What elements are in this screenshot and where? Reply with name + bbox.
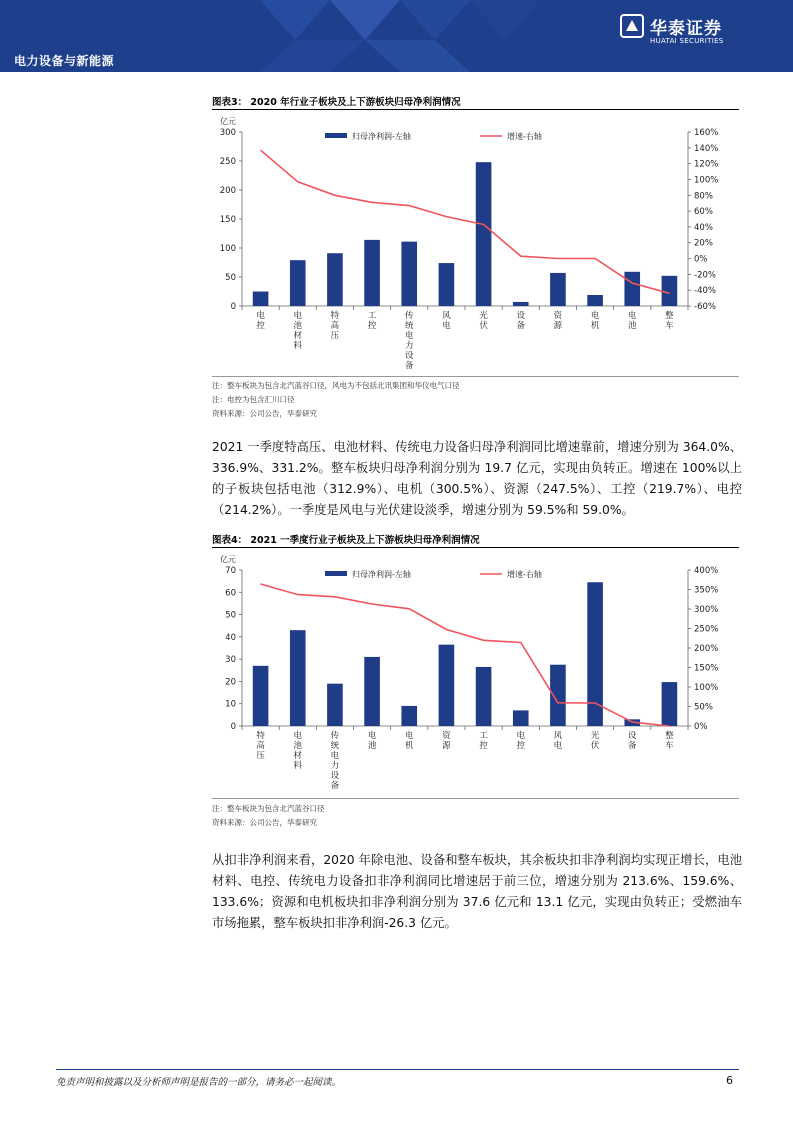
x-axis-tick-label: 电机: [404, 731, 414, 751]
bar: [253, 666, 269, 726]
right-axis-tick-label: 300%: [694, 605, 719, 615]
right-axis-tick-label: 140%: [694, 143, 719, 154]
logo-name-cn: 华泰证券: [650, 19, 722, 39]
left-axis-tick-label: 60: [225, 588, 236, 599]
logo-mark-icon: [620, 14, 644, 38]
legend-bar-label: 归母净利润-左轴: [352, 570, 411, 579]
x-axis-tick-label: 电池材料: [293, 731, 303, 771]
figure3-note: 注：整车板块为包含北汽蓝谷口径，风电为不包括北讯集团和华仪电气口径: [212, 381, 460, 390]
left-axis-tick-label: 50: [225, 610, 236, 621]
right-axis-tick-label: 0%: [694, 254, 708, 265]
x-axis-tick-label: 整车: [665, 311, 674, 331]
x-axis-tick-label: 风电: [442, 311, 451, 331]
left-axis-tick-label: 200: [219, 186, 236, 196]
legend-line-label: 增速-右轴: [507, 132, 542, 141]
bar: [662, 682, 678, 726]
legend-line-label: 增速-右轴: [507, 570, 542, 579]
x-axis-tick-label: 光伏: [590, 731, 600, 751]
figure4-top-rule: [212, 547, 739, 548]
left-axis-tick-label: 0: [230, 302, 236, 312]
y-axis-unit: 亿元: [220, 555, 236, 564]
x-axis-tick-label: 设备: [627, 731, 637, 751]
right-axis-tick-label: 250%: [694, 624, 719, 635]
growth-line: [261, 584, 670, 726]
footer-rule: [56, 1069, 739, 1070]
x-axis-tick-label: 电控: [256, 311, 265, 331]
right-axis-tick-label: 200%: [694, 644, 719, 654]
logo-name-en: HUATAI SECURITIES: [650, 37, 724, 45]
figure4-note: 注：整车板块为包含北汽蓝谷口径: [212, 804, 325, 813]
bar: [587, 295, 603, 306]
right-axis-tick-label: 350%: [694, 585, 719, 596]
bar: [364, 240, 380, 306]
x-axis-tick-label: 光伏: [479, 311, 488, 331]
right-axis-tick-label: 60%: [694, 207, 713, 218]
bar: [401, 242, 417, 306]
bar: [513, 302, 529, 306]
page-number: 6: [726, 1074, 733, 1087]
paragraph-1: 2021 一季度特高压、电池材料、传统电力设备归母净利润同比增速靠前，增速分别为 364.0%、336.9%、331.2%。整车板块归母净利润分别为 19.7 亿元，实现由负转正。增速在 100%以上的子板块包括电池（312.9%）、电机（300.5%）、资源（247.5%）、工控（219.7%）、电控（214.2%）。一季度是风电与光伏建设淡季，增速分别为 59.5%和 59.0%。: [212, 440, 742, 517]
right-axis-tick-label: 0%: [694, 722, 708, 732]
bar: [513, 710, 529, 726]
figure3-top-rule: [212, 109, 739, 110]
x-axis-tick-label: 整车: [665, 731, 674, 751]
legend-bar-swatch: [325, 133, 347, 138]
bar: [290, 630, 306, 726]
section-label: 电力设备与新能源: [14, 54, 115, 68]
right-axis-tick-label: 50%: [694, 702, 713, 713]
bar: [624, 272, 640, 306]
bar: [327, 253, 343, 306]
left-axis-tick-label: 40: [225, 632, 236, 643]
bar: [253, 292, 269, 307]
header-banner: [0, 0, 793, 72]
bar: [439, 645, 455, 726]
figure3-chart: [212, 112, 739, 374]
bar: [587, 582, 603, 726]
bar: [476, 162, 492, 306]
x-axis-tick-label: 电池: [627, 311, 637, 331]
x-axis-tick-label: 电控: [516, 731, 526, 751]
right-axis-tick-label: 20%: [694, 238, 713, 249]
bar: [662, 276, 678, 306]
bar: [476, 667, 492, 726]
figure4-bottom-rule: [212, 798, 739, 799]
figure4-source: 资料来源：公司公告，华泰研究: [212, 818, 317, 827]
x-axis-tick-label: 工控: [479, 731, 488, 751]
growth-line: [261, 150, 670, 293]
x-axis-tick-label: 特高压: [256, 731, 265, 761]
right-axis-tick-label: 400%: [694, 566, 719, 576]
footer-disclaimer: 免责声明和披露以及分析师声明是报告的一部分，请务必一起阅读。: [56, 1077, 342, 1088]
left-axis-tick-label: 0: [230, 722, 236, 732]
left-axis-tick-label: 50: [225, 273, 236, 283]
left-axis-tick-label: 70: [225, 566, 236, 576]
left-axis-tick-label: 150: [219, 215, 236, 225]
left-axis-tick-label: 30: [225, 655, 236, 666]
x-axis-tick-label: 传统电力设备: [404, 311, 414, 371]
right-axis-tick-label: 120%: [694, 159, 719, 170]
legend-bar-label: 归母净利润-左轴: [352, 132, 411, 141]
right-axis-tick-label: 100%: [694, 683, 719, 693]
right-axis-tick-label: 40%: [694, 222, 713, 233]
x-axis-tick-label: 电机: [590, 311, 600, 331]
figure4-title: 图表4： 2021 一季度行业子板块及上下游板块归母净利润情况: [212, 535, 480, 546]
right-axis-tick-label: -40%: [694, 286, 716, 297]
x-axis-tick-label: 电池材料: [293, 311, 303, 351]
right-axis-tick-label: 80%: [694, 191, 713, 202]
x-axis-tick-label: 特高压: [330, 311, 340, 341]
x-axis-tick-label: 风电: [553, 731, 563, 751]
bar: [550, 273, 566, 306]
bar: [364, 657, 380, 726]
bar: [327, 684, 343, 726]
x-axis-tick-label: 传统电力设备: [330, 731, 340, 791]
figure3-bottom-rule: [212, 376, 739, 377]
left-axis-tick-label: 300: [219, 128, 236, 138]
x-axis-tick-label: 设备: [516, 311, 526, 331]
right-axis-tick-label: 160%: [694, 128, 719, 138]
bar: [401, 706, 417, 726]
x-axis-tick-label: 工控: [367, 311, 377, 331]
x-axis-tick-label: 资源: [553, 311, 563, 331]
bar: [290, 260, 306, 306]
x-axis-tick-label: 资源: [442, 731, 451, 751]
right-axis-tick-label: 100%: [694, 175, 719, 186]
left-axis-tick-label: 10: [225, 699, 236, 710]
x-axis-tick-label: 电池: [367, 731, 377, 751]
paragraph-2: 从扣非净利润来看，2020 年除电池、设备和整车板块，其余板块扣非净利润均实现正增长，电池材料、电控、传统电力设备扣非净利润同比增速居于前三位，增速分别为 213.6%、159.6%、133.6%；资源和电机板块扣非净利润分别为 37.6 亿元和 13.1 亿元，实现由负转正；受燃油车市场拖累，整车板块扣非净利润-26.3 亿元。: [212, 853, 742, 930]
figure3-source: 资料来源：公司公告，华泰研究: [212, 409, 317, 418]
right-axis-tick-label: 150%: [694, 663, 719, 674]
right-axis-tick-label: -20%: [694, 270, 716, 281]
left-axis-tick-label: 20: [225, 677, 236, 688]
bar: [439, 263, 455, 306]
figure3-note: 注：电控为包含汇川口径: [212, 395, 295, 404]
y-axis-unit: 亿元: [220, 117, 236, 126]
figure3-title: 图表3： 2020 年行业子板块及上下游板块归母净利润情况: [212, 97, 461, 108]
figure4-chart: [212, 550, 739, 795]
legend-bar-swatch: [325, 571, 347, 576]
right-axis-tick-label: -60%: [694, 302, 716, 312]
left-axis-tick-label: 100: [219, 244, 236, 254]
left-axis-tick-label: 250: [219, 157, 236, 167]
